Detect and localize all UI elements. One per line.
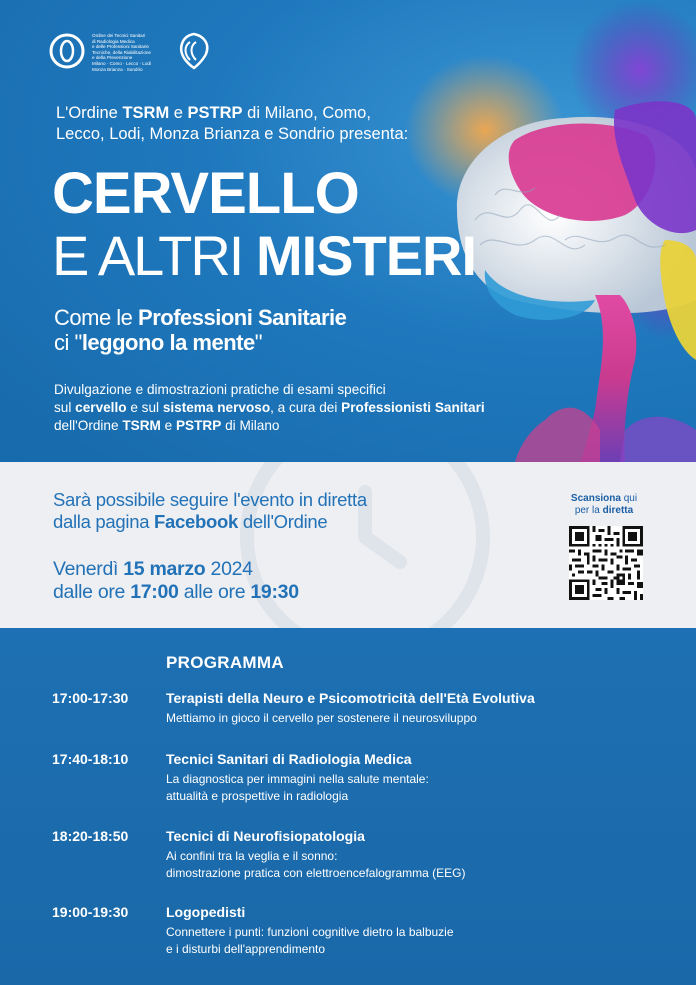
item-desc: Mettiamo in gioco il cervello per sostenere il neurosviluppo: [166, 711, 477, 725]
item-time: 18:20-18:50: [52, 828, 129, 844]
item-desc: La diagnostica per immagini nella salute mentale:: [166, 772, 429, 786]
item-desc: attualità e prospettive in radiologia: [166, 789, 349, 803]
item-desc: Connettere i punti: funzioni cognitive dietro la balbuzie: [166, 925, 454, 939]
item-title: Logopedisti: [166, 904, 246, 920]
subtitle: Come le Professioni Sanitarie ci "leggono la mente": [54, 305, 347, 355]
item-desc: e i disturbi dell'apprendimento: [166, 942, 326, 956]
description: Divulgazione e dimostrazioni pratiche di esami specifici sul cervello e sul sistema nervoso, a cura dei Professionisti Sanitari dell'Ordine TSRM e PSTRP di Milano: [54, 382, 485, 433]
title-line-2: E ALTRI MISTERI: [52, 224, 477, 287]
item-title: Terapisti della Neuro e Psicomotricità dell'Età Evolutiva: [166, 690, 535, 706]
item-desc: Ai confini tra la veglia e il sonno:: [166, 849, 338, 863]
qr-label: Scansiona qui per la diretta: [570, 493, 638, 516]
live-stream-info: Sarà possibile seguire l'evento in diretta dalla pagina Facebook dell'Ordine: [53, 489, 367, 532]
item-time: 19:00-19:30: [52, 904, 129, 920]
item-desc: dimostrazione pratica con elettroencefalogramma (EEG): [166, 866, 466, 880]
item-title: Tecnici di Neurofisiopatologia: [166, 828, 365, 844]
item-time: 17:00-17:30: [52, 690, 129, 706]
item-title: Tecnici Sanitari di Radiologia Medica: [166, 751, 412, 767]
title-line-1: CERVELLO: [52, 161, 359, 226]
pstrp-logo-icon: [176, 30, 212, 72]
intro-text: L'Ordine TSRM e PSTRP di Milano, Como, Lecco, Lodi, Monza Brianza e Sondrio presenta:: [56, 104, 409, 143]
ordine-logo-icon: [49, 33, 85, 69]
programme-title: PROGRAMMA: [166, 653, 284, 672]
ordine-logo-text: Ordine dei Tecnici Sanitari di Radiologia Medica e delle Professioni Sanitarie Tecniche, della Riabilitazione e della Prevenzione Milano · Como · Lecco · Lodi Monza Brianza · Sondrio: [92, 33, 151, 72]
qr-code[interactable]: [569, 526, 643, 600]
item-time: 17:40-18:10: [52, 751, 129, 767]
event-date: Venerdì 15 marzo 2024 dalle ore 17:00 alle ore 19:30: [53, 558, 299, 603]
